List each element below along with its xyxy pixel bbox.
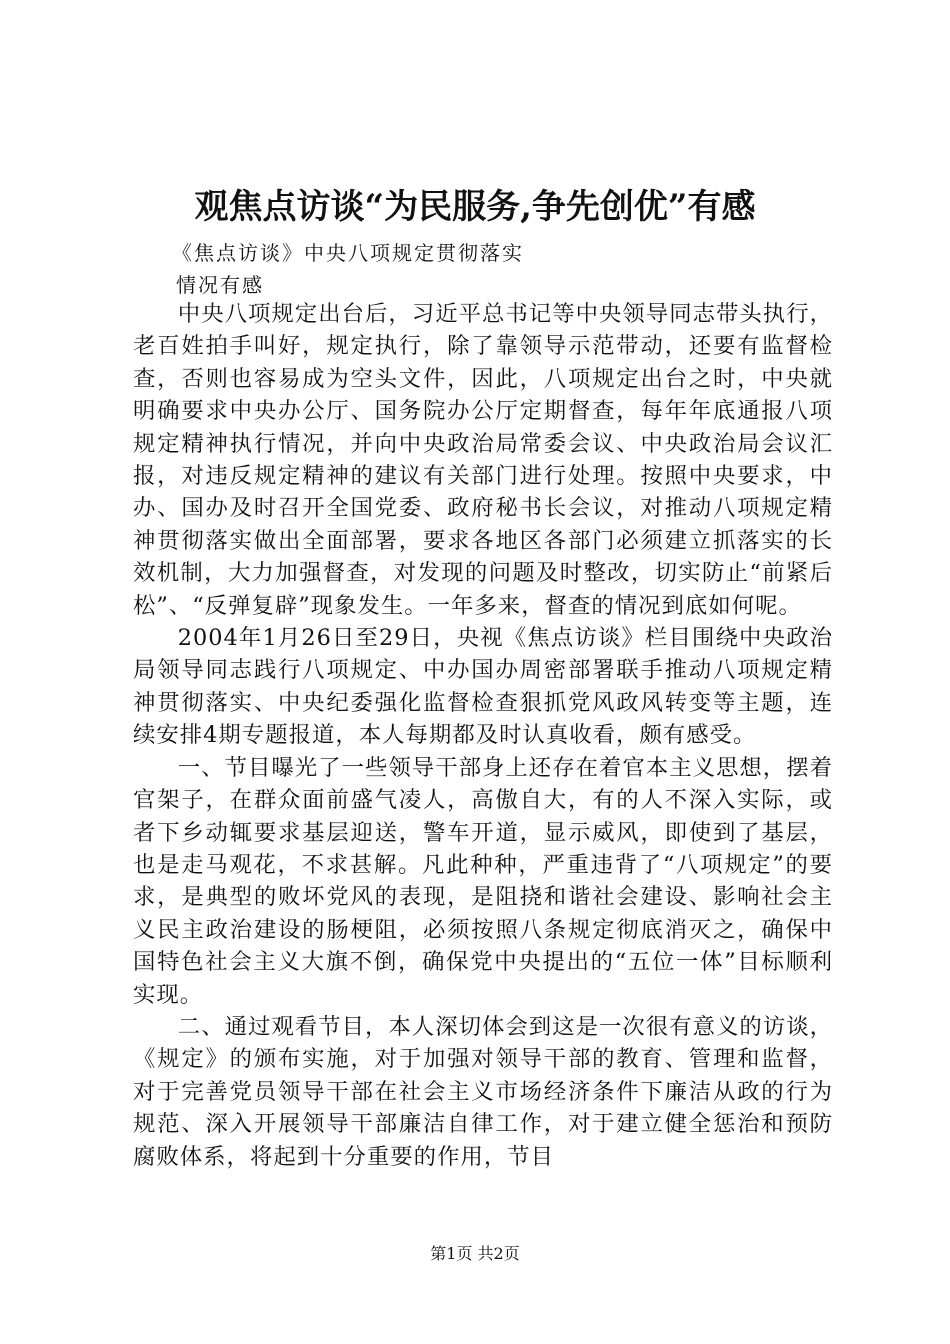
body-paragraph-3: 一、节目曝光了一些领导干部身上还存在着官本主义思想，摆着官架子，在群众面前盛气凌人，高傲自大，有的人不深入实际，或者下乡动辄要求基层迎送，警车开道，显示威风，即使到了基层，也是走马观花，不求甚解。凡此种种，严重违背了“八项规定”的要求，是典型的败坏党风的表现，是阻挠和谐社会建设、影响社会主义民主政治建设的肠梗阻，必须按照八条规定彻底消灭之，确保中国特色社会主义大旗不倒，确保党中央提出的“五位一体”目标顺利实现。 [133, 754, 833, 1008]
page-number-footer: 第1页 共2页 [430, 1244, 520, 1263]
document-title: 观焦点访谈“为民服务,争先创优”有感 [194, 187, 756, 227]
document-subtitle-line1: 《焦点访谈》中央八项规定贯彻落实 [172, 241, 524, 265]
document-subtitle-line2: 情况有感 [176, 273, 264, 297]
document-body [133, 298, 833, 1173]
body-paragraph-1: 中央八项规定出台后，习近平总书记等中央领导同志带头执行，老百姓拍手叫好，规定执行，除了靠领导示范带动，还要有监督检查，否则也容易成为空头文件，因此，八项规定出台之时，中央就明确要求中央办公厅、国务院办公厅定期督查，每年年底通报八项规定精神执行情况，并向中央政治局常委会议、中央政治局会议汇报，对违反规定精神的建议有关部门进行处理。按照中央要求，中办、国办及时召开全国党委、政府秘书长会议，对推动八项规定精神贯彻落实做出全面部署，要求各地区各部门必须建立抓落实的长效机制，大力加强督查，对发现的问题及时整改，切实防止“前紧后松”、“反弹复辟”现象发生。一年多来，督查的情况到底如何呢。 [133, 301, 833, 619]
body-paragraph-4: 二、通过观看节目，本人深切体会到这是一次很有意义的访谈，《规定》的颁布实施，对于加强对领导干部的教育、管理和监督，对于完善党员领导干部在社会主义市场经济条件下廉洁从政的行为规范、深入开展领导干部廉洁自律工作，对于建立健全惩治和预防腐败体系，将起到十分重要的作用，节目 [133, 1013, 833, 1170]
body-paragraph-2: 2004年1月26日至29日，央视《焦点访谈》栏目围绕中央政治局领导同志践行八项规定、中办国办周密部署联手推动八项规定精神贯彻落实、中央纪委强化监督检查狠抓党风政风转变等主题，连续安排4期专题报道，本人每期都及时认真收看，颇有感受。 [133, 625, 833, 749]
